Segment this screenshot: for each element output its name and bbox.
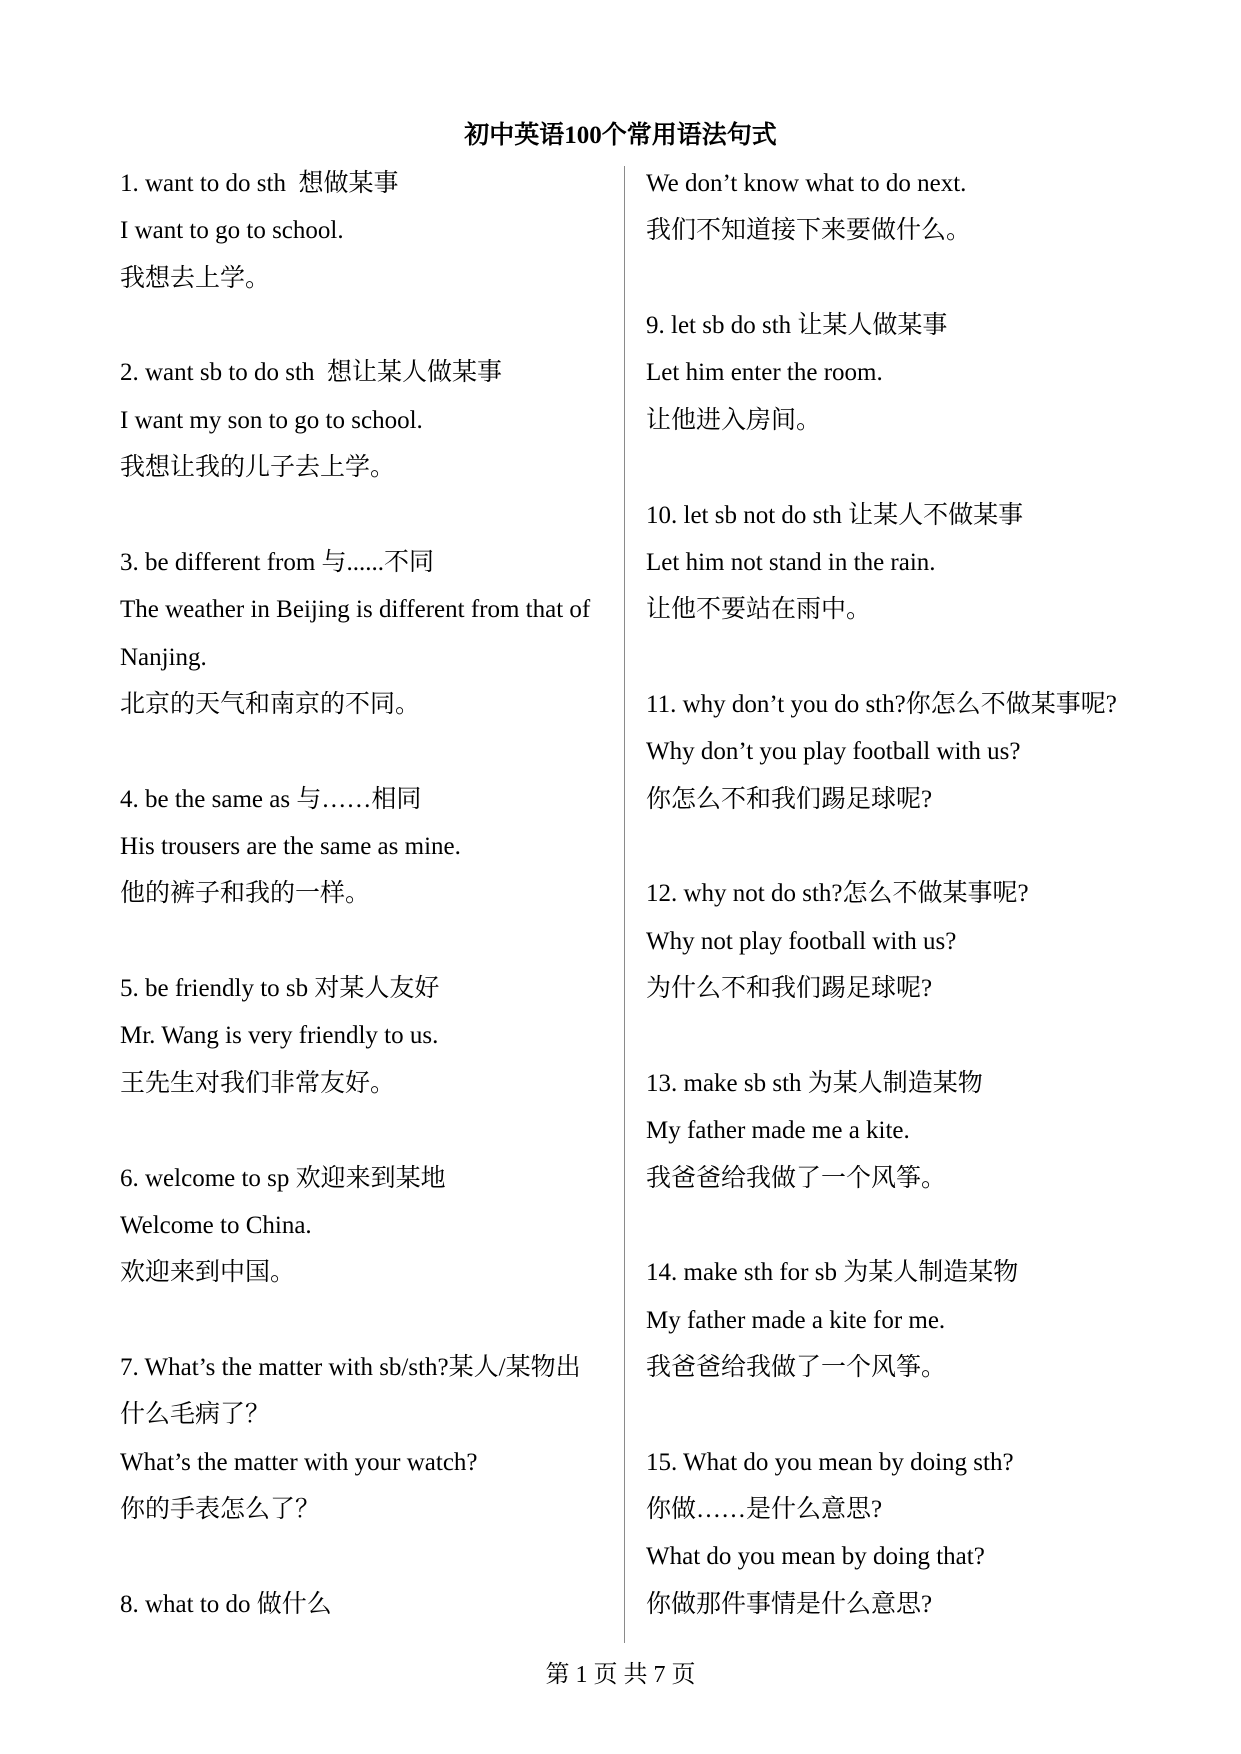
grammar-entry xyxy=(646,681,1206,823)
grammar-pattern: 13. make sb sth 为某人制造某物 xyxy=(646,1069,983,1097)
example-sentence: I want my son to go to school. xyxy=(120,406,423,434)
grammar-pattern: 你做……是什么意思? xyxy=(646,1496,883,1524)
grammar-entry xyxy=(120,776,610,918)
example-sentence: Why don’t you play football with us? xyxy=(646,738,1021,766)
grammar-entry xyxy=(646,302,1206,444)
grammar-entry xyxy=(120,965,610,1107)
left-column xyxy=(120,160,610,1628)
example-sentence: My father made me a kite. xyxy=(646,1117,910,1145)
grammar-pattern: 7. What’s the matter with sb/sth?某人/某物出 xyxy=(120,1353,581,1381)
grammar-entry xyxy=(120,539,610,728)
grammar-pattern: 5. be friendly to sb 对某人友好 xyxy=(120,975,440,1003)
chinese-translation: 北京的天气和南京的不同。 xyxy=(120,690,421,718)
chinese-translation: 我爸爸给我做了一个风筝。 xyxy=(646,1353,947,1381)
grammar-entry xyxy=(120,349,610,491)
chinese-translation: 我想去上学。 xyxy=(120,264,271,292)
chinese-translation: 欢迎来到中国。 xyxy=(120,1259,296,1287)
chinese-translation: 我想让我的儿子去上学。 xyxy=(120,454,396,482)
example-sentence: His trousers are the same as mine. xyxy=(120,833,461,861)
grammar-pattern: 14. make sth for sb 为某人制造某物 xyxy=(646,1259,1019,1287)
grammar-pattern: 6. welcome to sp 欢迎来到某地 xyxy=(120,1164,446,1192)
example-sentence: Nanjing. xyxy=(120,643,207,671)
chinese-translation: 你的手表怎么了？ xyxy=(120,1496,321,1524)
chinese-translation: 为什么不和我们踢足球呢? xyxy=(646,975,933,1003)
grammar-entry-continued xyxy=(646,160,1206,255)
example-sentence: We don’t know what to do next. xyxy=(646,170,967,197)
column-divider xyxy=(624,166,625,1643)
example-sentence: Let him enter the room. xyxy=(646,359,883,387)
chinese-translation: 让他不要站在雨中。 xyxy=(646,596,872,624)
page-footer: 第 1 页 共 7 页 xyxy=(545,1662,696,1688)
chinese-translation: 我们不知道接下来要做什么。 xyxy=(646,217,972,245)
grammar-entry xyxy=(120,1344,610,1533)
grammar-entry xyxy=(646,1439,1206,1628)
grammar-entry xyxy=(646,1060,1206,1202)
grammar-pattern: 12. why not do sth?怎么不做某事呢? xyxy=(646,880,1029,908)
grammar-pattern: 4. be the same as 与……相同 xyxy=(120,785,422,813)
grammar-entry xyxy=(646,492,1206,634)
example-sentence: Mr. Wang is very friendly to us. xyxy=(120,1022,439,1050)
example-sentence: My father made a kite for me. xyxy=(646,1306,946,1334)
chinese-translation: 我爸爸给我做了一个风筝。 xyxy=(646,1164,947,1192)
example-sentence: Let him not stand in the rain. xyxy=(646,548,936,576)
example-sentence: I want to go to school. xyxy=(120,217,344,245)
grammar-entry xyxy=(120,160,610,302)
grammar-pattern: 15. What do you mean by doing sth? xyxy=(646,1448,1014,1476)
grammar-pattern: 1. want to do sth 想做某事 xyxy=(120,170,399,197)
grammar-pattern: 10. let sb not do sth 让某人不做某事 xyxy=(646,501,1024,529)
grammar-pattern: 什么毛病了？ xyxy=(120,1401,271,1429)
grammar-entry xyxy=(646,870,1206,1012)
grammar-entry xyxy=(120,1581,610,1628)
chinese-translation: 你做那件事情是什么意思? xyxy=(646,1590,933,1618)
chinese-translation: 王先生对我们非常友好。 xyxy=(120,1069,396,1097)
example-sentence: What do you mean by doing that? xyxy=(646,1543,985,1571)
right-column xyxy=(646,160,1206,1628)
example-sentence: What’s the matter with your watch? xyxy=(120,1448,478,1476)
grammar-entry xyxy=(120,1155,610,1297)
grammar-pattern: 3. be different from 与......不同 xyxy=(120,548,435,576)
grammar-pattern: 9. let sb do sth 让某人做某事 xyxy=(646,312,948,340)
grammar-pattern: 2. want sb to do sth 想让某人做某事 xyxy=(120,359,502,387)
example-sentence: Welcome to China. xyxy=(120,1211,312,1239)
document-title: 初中英语100个常用语法句式 xyxy=(464,122,777,149)
grammar-pattern: 8. what to do 做什么 xyxy=(120,1590,332,1618)
chinese-translation: 他的裤子和我的一样。 xyxy=(120,880,371,908)
chinese-translation: 你怎么不和我们踢足球呢? xyxy=(646,785,933,813)
example-sentence: Why not play football with us? xyxy=(646,927,957,955)
grammar-pattern: 11. why don’t you do sth?你怎么不做某事呢? xyxy=(646,690,1117,718)
example-sentence: The weather in Beijing is different from that of xyxy=(120,596,591,624)
chinese-translation: 让他进入房间。 xyxy=(646,406,822,434)
grammar-entry xyxy=(646,1249,1206,1391)
